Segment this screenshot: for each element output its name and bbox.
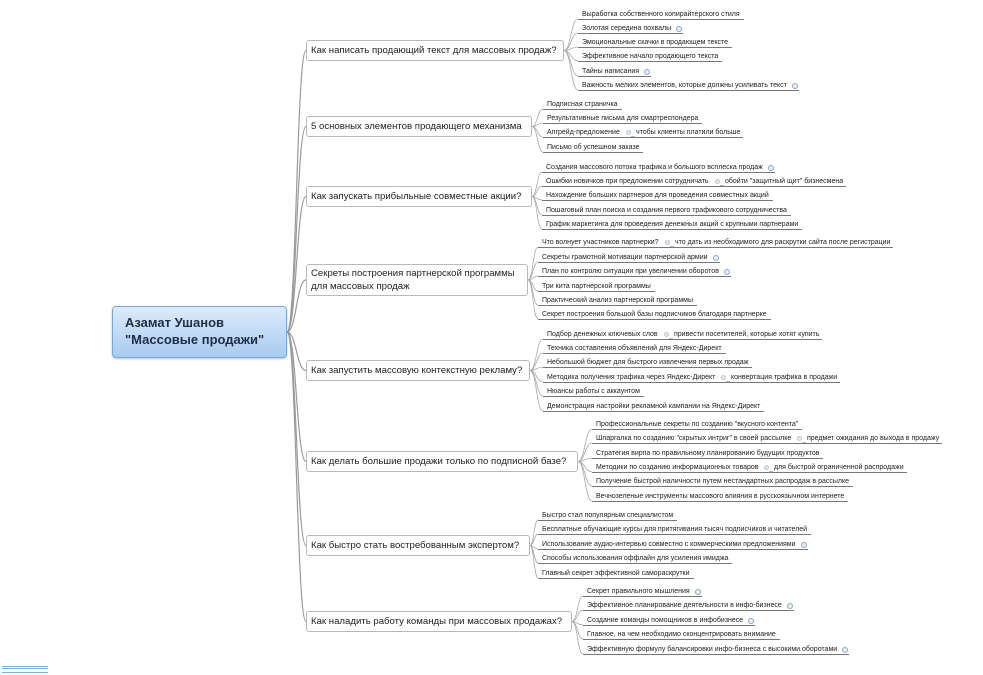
subtopic-label: Шпаргалка по созданию "скрытых интриг" в своей рассылке [596,435,792,442]
subtopic-label: Результативные письма для смартреспондера [547,115,699,122]
central-topic[interactable] [112,306,287,358]
expand-plus-icon[interactable] [801,542,807,548]
subtopic-underline [578,19,744,20]
subtopic-underline [578,47,732,48]
subtopic-label: Секрет построения большой базы подписчиков благодаря партнерке [542,311,767,318]
collapse-dot-icon[interactable] [797,436,802,441]
subtopic-item[interactable] [582,24,671,33]
subtopic-underline [583,654,849,655]
subtopic-item[interactable] [587,616,743,625]
subtopic-underline [542,200,773,201]
subtopic-item[interactable] [596,449,819,458]
subtopic-note[interactable]: для быстрой ограниченной распродажи [774,464,904,471]
branch-topic-label: Секреты построения партнерской программы для массовых продаж [311,268,515,292]
subtopic-label: Профессиональные секреты по созданию "вкусного контента" [596,421,799,428]
subtopic-item[interactable] [596,477,849,486]
subtopic-label: Тайны написания [582,68,640,75]
subtopic-underline [592,458,823,459]
subtopic-label: Три кита партнерской программы [542,283,651,290]
subtopic-underline [543,411,764,412]
subtopic-underline [543,152,643,153]
subtopic-item[interactable] [596,492,844,501]
branch-topic-label: Как наладить работу команды при массовых продажах? [311,616,563,627]
branch-topic-label: Как быстро стать востребованным экспертом? [311,540,520,551]
subtopic-item[interactable] [547,373,715,382]
expand-plus-icon[interactable] [695,589,701,595]
subtopic-underline [543,339,822,340]
subtopic-label: Получение быстрой наличности путем нестандартных распродаж в рассылке [596,478,850,485]
branch-topic[interactable] [306,611,572,632]
subtopic-note[interactable]: что дать из необходимого для раскрутки сайта после регистрации [675,239,891,246]
subtopic-item[interactable] [542,253,708,262]
expand-plus-icon[interactable] [792,83,798,89]
subtopic-item[interactable] [542,554,728,563]
subtopic-underline [543,396,644,397]
collapse-dot-icon[interactable] [626,130,631,135]
subtopic-label: Эффективное планирование деятельности в инфо-бизнесе [587,602,782,609]
subtopic-item[interactable] [542,511,673,520]
subtopic-label: Главное, на чем необходимо сконцентрировать внимание [587,631,776,638]
subtopic-underline [542,215,791,216]
subtopic-underline [543,353,726,354]
subtopic-underline [543,382,840,383]
subtopic-label: Подписная страничка [547,101,618,108]
subtopic-label: Секреты грамотной мотивации партнерской армии [542,254,708,261]
subtopic-item[interactable] [547,330,658,339]
subtopic-item[interactable] [546,191,769,200]
subtopic-label: Главный секрет эффективной самораскрутки [542,570,690,577]
subtopic-item[interactable] [547,114,698,123]
subtopic-label: Пошаговый план поиска и создания первого трафикового сотрудничества [546,207,787,214]
subtopic-note[interactable]: предмет ожидания до выхода в продажу [807,435,940,442]
subtopic-item[interactable] [547,128,620,137]
subtopic-label: Эффективную формулу балансировки инфо-бизнеса с высокими оборотами [587,646,838,653]
subtopic-underline [578,90,799,91]
subtopic-underline [583,625,755,626]
expand-plus-icon[interactable] [644,69,650,75]
subtopic-item[interactable] [587,601,782,610]
subtopic-item[interactable] [542,525,807,534]
subtopic-item[interactable] [546,220,798,229]
subtopic-underline [543,137,743,138]
subtopic-label: Эффективное начало продающего текста [582,53,719,60]
subtopic-underline [578,61,722,62]
branch-topic-label: Как запускать прибыльные совместные акции? [311,191,522,202]
subtopic-item[interactable] [596,434,791,443]
subtopic-underline [578,33,683,34]
subtopic-underline [543,123,702,124]
subtopic-item[interactable] [546,163,763,172]
subtopic-label: Быстро стал популярным специалистом [542,512,674,519]
branch-topic-label: 5 основных элементов продающего механизма [311,121,522,132]
expand-plus-icon[interactable] [768,165,774,171]
collapse-dot-icon[interactable] [721,375,726,380]
subtopic-item[interactable] [546,177,709,186]
subtopic-note[interactable]: конвертация трафика в продажи [731,374,838,381]
collapse-dot-icon[interactable] [665,240,670,245]
subtopic-underline [538,276,731,277]
branch-topic-label: Как делать большие продажи только по подписной базе? [311,456,567,467]
subtopic-label: Эмоциональные скачки в продающем тексте [582,39,729,46]
subtopic-note[interactable]: чтобы клиенты платили больше [636,129,741,136]
subtopic-label: График маркетинга для проведения денежных акций с крупными партнерами [546,221,799,228]
subtopic-note[interactable]: обойти "защитный щит" бизнесмена [725,178,844,185]
subtopic-item[interactable] [546,206,787,215]
subtopic-label: План по контролю ситуации при увеличении оборотов [542,268,719,275]
subtopic-item[interactable] [587,645,837,654]
subtopic-label: Нахождение больших партнеров для проведения совместных акций [546,192,769,199]
subtopic-item[interactable] [596,420,798,429]
subtopic-underline [538,262,720,263]
subtopic-label: Письмо об успешном заказе [547,144,640,151]
branch-topic[interactable] [306,451,578,472]
subtopic-item[interactable] [582,81,787,90]
subtopic-underline [538,291,655,292]
subtopic-underline [592,501,848,502]
subtopic-label: Способы использования оффлайн для усиления имиджа [542,555,729,562]
subtopic-label: Небольшой бюджет для быстрого извлечения первых продаж [547,359,749,366]
subtopic-item[interactable] [547,387,640,396]
subtopic-item[interactable] [542,540,796,549]
subtopic-underline [592,472,907,473]
subtopic-label: Секрет правильного мышления [587,588,690,595]
subtopic-label: Использование аудио-интервью совместно с коммерческими предложениями [542,541,796,548]
subtopic-underline [538,305,697,306]
subtopic-underline [583,639,780,640]
expand-plus-icon[interactable] [676,26,682,32]
branch-topic-label: Как запустить массовую контекстную рекламу? [311,365,523,376]
subtopic-underline [583,610,794,611]
subtopic-underline [538,549,808,550]
subtopic-underline [538,578,694,579]
subtopic-underline [538,247,893,248]
subtopic-item[interactable] [587,587,690,596]
expand-plus-icon[interactable] [724,269,730,275]
branch-topic[interactable] [306,116,532,137]
subtopic-item[interactable] [547,358,748,367]
subtopic-item[interactable] [582,38,728,47]
subtopic-label: Стратегия вирпа по правильному планированию будущих продуктов [596,450,820,457]
branch-topic[interactable] [306,360,530,381]
subtopic-underline [578,76,651,77]
subtopic-item[interactable] [547,143,639,152]
subtopic-label: Важность мелких элементов, которые должны усиливать текст [582,82,787,89]
subtopic-item[interactable] [542,282,651,291]
subtopic-label: Практический анализ партнерской программы [542,297,693,304]
subtopic-label: Вечнозеленые инструменты массового влияния в русскоязычном интернете [596,493,845,500]
subtopic-underline [543,109,622,110]
expand-plus-icon[interactable] [713,255,719,261]
subtopic-underline [542,186,846,187]
subtopic-item[interactable] [587,630,776,639]
subtopic-item[interactable] [582,10,740,19]
subtopic-label: Демонстрация настройки рекламной кампании на Яндекс-Директ [547,403,761,410]
sheet-tab-indicator[interactable] [2,666,48,673]
central-topic-title: Азамат Ушанов "Массовые продажи" [125,315,265,347]
subtopic-label: Нюансы работы с аккаунтом [547,388,640,395]
expand-plus-icon[interactable] [748,618,754,624]
subtopic-label: Создания массового потока трафика и большого всплеска продаж [546,164,763,171]
subtopic-item[interactable] [542,569,690,578]
collapse-dot-icon[interactable] [715,179,720,184]
subtopic-underline [538,534,811,535]
collapse-dot-icon[interactable] [764,465,769,470]
subtopic-item[interactable] [542,310,767,319]
subtopic-underline [538,563,732,564]
subtopic-item[interactable] [547,402,760,411]
subtopic-label: Выработка собственного копирайтерского стиля [582,11,740,18]
subtopic-item[interactable] [596,463,758,472]
subtopic-item[interactable] [547,344,722,353]
expand-plus-icon[interactable] [842,647,848,653]
subtopic-note[interactable]: привести посетителей, которые хотят купить [674,331,820,338]
subtopic-label: Апгрейд-предложение [547,129,620,136]
subtopic-label: Что волнует участников партнерки? [542,239,659,246]
branch-topic[interactable] [306,186,532,207]
subtopic-label: Методики по созданию информационных товаров [596,464,759,471]
subtopic-underline [542,172,775,173]
subtopic-item[interactable] [547,100,618,109]
subtopic-label: Создание команды помощников в инфобизнесе [587,617,744,624]
subtopic-underline [538,319,771,320]
subtopic-underline [538,520,677,521]
subtopic-label: Бесплатные обучающие курсы для притягивания тысяч подписчиков и читателей [542,526,808,533]
expand-plus-icon[interactable] [787,603,793,609]
branch-topic[interactable] [306,40,564,61]
subtopic-underline [543,367,752,368]
subtopic-item[interactable] [542,267,719,276]
subtopic-label: Золотая середина похвалы [582,25,672,32]
branch-topic[interactable] [306,535,530,556]
subtopic-underline [592,429,802,430]
branch-topic[interactable] [306,264,528,296]
subtopic-label: Ошибки новичков при предложении сотрудничать [546,178,709,185]
subtopic-item[interactable] [582,67,639,76]
branch-topic-label: Как написать продающий текст для массовых продаж? [311,45,557,56]
subtopic-underline [583,596,702,597]
subtopic-label: Подбор денежных ключевых слов [547,331,658,338]
subtopic-item[interactable] [542,238,659,247]
subtopic-label: Техника составления объявлений для Яндекс-Директ [547,345,722,352]
collapse-dot-icon[interactable] [664,332,669,337]
subtopic-label: Методика получения трафика через Яндекс-Директ [547,374,716,381]
subtopic-item[interactable] [582,52,718,61]
subtopic-underline [592,443,942,444]
subtopic-underline [542,229,802,230]
subtopic-item[interactable] [542,296,693,305]
subtopic-underline [592,486,853,487]
